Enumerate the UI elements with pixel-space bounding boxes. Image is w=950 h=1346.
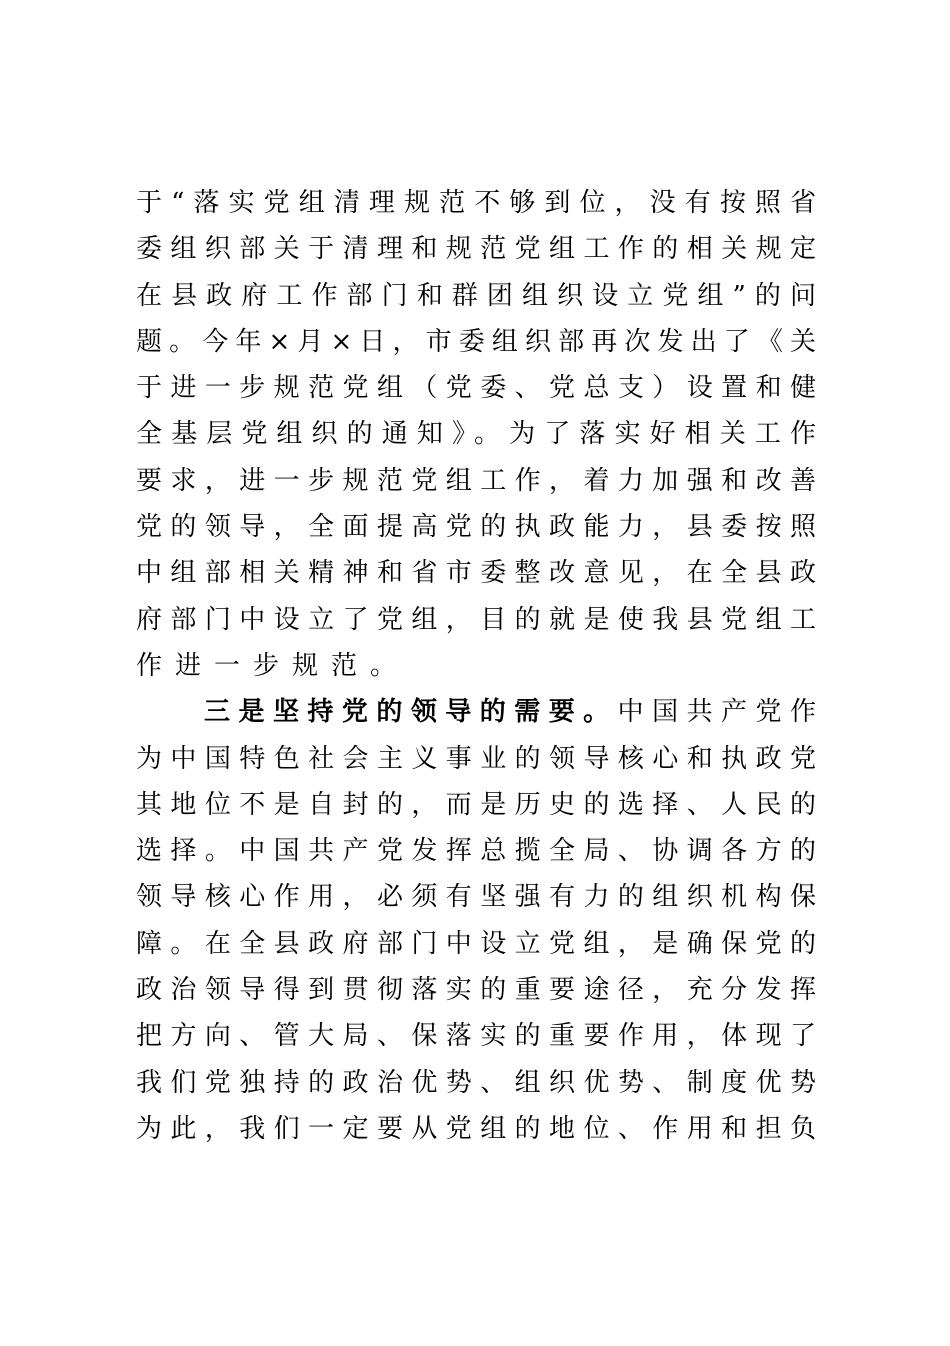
text-line: 选择。中国共产党发挥总揽全局、协调各方的 [136,836,816,867]
section-3-heading: 三是坚持党的领导的需要。 [204,697,618,728]
text-line: 题。今年×月×日，市委组织部再次发出了《关 [136,326,816,357]
text-line: 为此，我们一定要从党组的地位、作用和担负 [136,1113,816,1144]
text-line: 作进一步规范。 [136,650,410,681]
text-line: 政治领导得到贯彻落实的重要途径，充分发挥 [136,975,816,1006]
section-3-first-line [136,689,816,735]
text-line: 于“落实党组清理规范不够到位，没有按照省 [136,188,816,218]
text-line: 为中国特色社会主义事业的领导核心和执政党 [136,743,816,774]
text-line: 把方向、管大局、保落实的重要作用，体现了 [136,1021,816,1052]
text-line: 委组织部关于清理和规范党组工作的相关规定 [136,234,816,265]
text-line: 我们党独持的政治优势、组织优势、制度优势 [136,1067,816,1098]
text-line: 党的领导，全面提高党的执政能力，县委按照 [136,512,816,543]
text-line: 障。在全县政府部门中设立党组，是确保党的 [136,928,816,959]
section-3-lead: 中国共产党作 [617,697,816,728]
text-line: 中组部相关精神和省市委整改意见，在全县政 [136,558,816,589]
text-line: 于进一步规范党组（党委、党总支）设置和健 [136,373,816,404]
text-line: 领导核心作用，必须有坚强有力的组织机构保 [136,882,816,913]
text-line: 在县政府工作部门和群团组织设立党组”的问 [136,280,816,311]
text-line: 其地位不是自封的，而是历史的选择、人民的 [136,789,816,820]
text-line: 全基层党组织的通知》。为了落实好相关工作 [136,419,816,450]
body-text [136,180,816,1152]
text-line: 府部门中设立了党组，目的就是使我县党组工 [136,604,816,635]
text-line: 要求，进一步规范党组工作，着力加强和改善 [136,465,816,496]
